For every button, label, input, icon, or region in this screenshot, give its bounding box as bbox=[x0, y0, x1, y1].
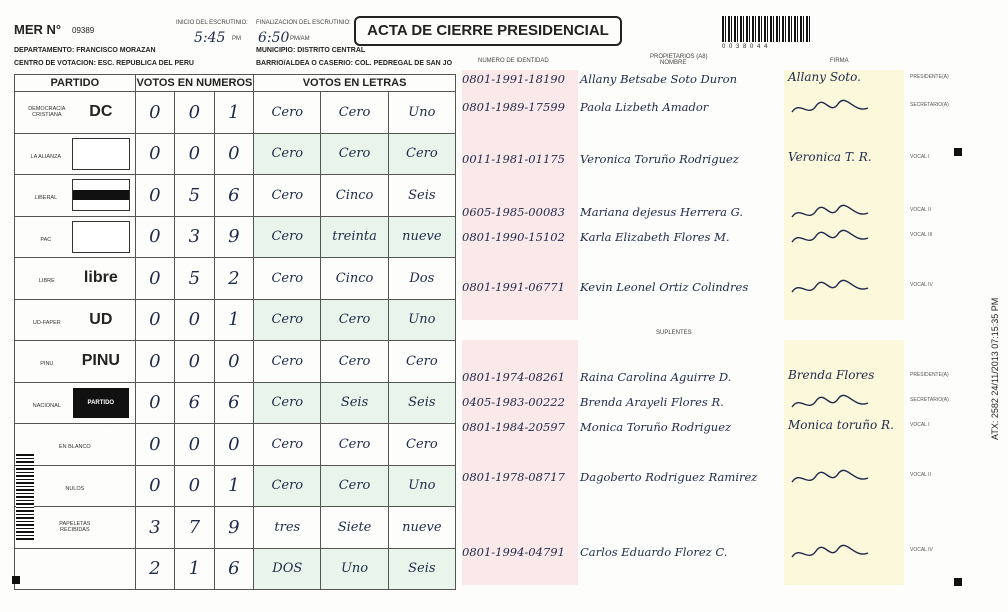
vote-word: Seis bbox=[388, 382, 455, 424]
party-name: LIBRE bbox=[38, 278, 55, 285]
party-logo-icon: PINU bbox=[81, 352, 120, 370]
member-row bbox=[462, 152, 739, 170]
vote-digit: 5 bbox=[175, 258, 215, 300]
member-name: Brenda Arayeli Flores R. bbox=[580, 395, 724, 409]
vote-digit: 5 bbox=[175, 175, 215, 217]
party-name: NULOS bbox=[65, 485, 85, 492]
footer-stamp: ATX: 2582 24/11/2013 07:15:35 PM bbox=[990, 297, 1000, 440]
table-row bbox=[15, 92, 456, 134]
vote-digit: 0 bbox=[175, 424, 215, 466]
member-row bbox=[462, 420, 731, 438]
member-role: SECRETARIO(A) bbox=[910, 102, 949, 108]
member-role: VOCAL III bbox=[910, 232, 933, 238]
party-cell bbox=[15, 216, 136, 258]
registration-mark bbox=[12, 576, 20, 584]
vote-digit: 1 bbox=[214, 465, 254, 507]
member-name: Raina Carolina Aguirre D. bbox=[580, 370, 732, 384]
vote-digit: 0 bbox=[135, 465, 175, 507]
signature-scribble-icon bbox=[790, 228, 870, 255]
vote-digit: 0 bbox=[175, 133, 215, 175]
table-row bbox=[15, 465, 456, 507]
member-role: VOCAL IV bbox=[910, 282, 933, 288]
vote-digit: 6 bbox=[214, 382, 254, 424]
party-logo-icon: PARTIDO NACIONAL bbox=[73, 388, 129, 418]
vote-word: Cero bbox=[254, 216, 321, 258]
vote-digit: 2 bbox=[214, 258, 254, 300]
member-name: Dagoberto Rodriguez Ramirez bbox=[580, 470, 758, 484]
vote-digit: 1 bbox=[175, 548, 215, 590]
table-row bbox=[15, 341, 456, 383]
member-role: VOCAL II bbox=[910, 472, 931, 478]
vote-word: Cero bbox=[254, 465, 321, 507]
party-cell bbox=[15, 548, 136, 590]
member-name: Monica Toruño Rodriguez bbox=[580, 420, 732, 434]
signature-scribble-icon bbox=[790, 98, 870, 125]
numero-identidad-label: NUMERO DE IDENTIDAD bbox=[478, 58, 549, 64]
vote-digit: 0 bbox=[175, 92, 215, 134]
vote-word: Cero bbox=[254, 424, 321, 466]
vote-digit: 6 bbox=[214, 175, 254, 217]
member-role: PRESIDENTE(A) bbox=[910, 372, 949, 378]
vote-word: Uno bbox=[388, 299, 455, 341]
municipio: MUNICIPIO: DISTRITO CENTRAL bbox=[256, 47, 366, 54]
col-votos-numeros: VOTOS EN NUMEROS bbox=[135, 75, 254, 92]
vote-digit: 0 bbox=[135, 424, 175, 466]
party-logo-icon: DC bbox=[89, 103, 113, 121]
signature-scribble-icon bbox=[790, 543, 870, 570]
barrio: BARRIO/ALDEA O CASERIO: COL. PEDREGAL DE SAN JO bbox=[256, 60, 453, 67]
vote-word: treinta bbox=[321, 216, 388, 258]
vote-digit: 6 bbox=[214, 548, 254, 590]
member-role: VOCAL I bbox=[910, 422, 930, 428]
nombre-label: NOMBRE bbox=[660, 60, 687, 66]
vote-word: Cero bbox=[321, 341, 388, 383]
member-id: 0405-1983-00222 bbox=[462, 395, 565, 409]
vote-digit: 0 bbox=[135, 92, 175, 134]
fin-time: 6:50 bbox=[258, 30, 290, 46]
member-role: VOCAL I bbox=[910, 154, 930, 160]
member-row bbox=[462, 205, 743, 223]
party-cell bbox=[15, 299, 136, 341]
party-name: UD-FAPER bbox=[32, 319, 61, 326]
vote-digit: 0 bbox=[135, 133, 175, 175]
party-name: LIBERAL bbox=[34, 195, 58, 202]
fin-suffix: PM/AM bbox=[290, 36, 310, 42]
vote-word: Cero bbox=[254, 258, 321, 300]
signature-scribble-icon bbox=[790, 203, 870, 230]
vote-digit: 3 bbox=[175, 216, 215, 258]
member-id: 0801-1990-15102 bbox=[462, 230, 565, 244]
member-role: VOCAL II bbox=[910, 207, 931, 213]
table-row bbox=[15, 175, 456, 217]
fin-label: FINALIZACION DEL ESCRUTINIO: bbox=[256, 20, 351, 26]
party-logo-icon: UD bbox=[89, 310, 113, 328]
vote-word: Cero bbox=[254, 92, 321, 134]
party-flag-icon bbox=[72, 221, 130, 253]
barcode-side-icon bbox=[16, 454, 34, 540]
member-row bbox=[462, 370, 731, 388]
vote-word: Cero bbox=[321, 299, 388, 341]
suplentes-label: SUPLENTES bbox=[656, 330, 692, 336]
member-id: 0801-1978-08717 bbox=[462, 470, 565, 484]
member-row bbox=[462, 100, 708, 118]
inicio-suffix: PM bbox=[232, 36, 241, 42]
member-id: 0605-1985-00083 bbox=[462, 205, 565, 219]
signature-scribble-icon bbox=[790, 393, 870, 420]
vote-word: nueve bbox=[388, 507, 455, 549]
member-name: Veronica Toruño Rodriguez bbox=[580, 152, 739, 166]
table-row bbox=[15, 216, 456, 258]
registration-mark bbox=[954, 148, 962, 156]
party-flag-icon bbox=[72, 179, 130, 211]
party-flag-icon bbox=[72, 138, 130, 170]
party-cell bbox=[15, 175, 136, 217]
party-cell bbox=[15, 133, 136, 175]
vote-word: Cinco bbox=[321, 258, 388, 300]
member-name: Carlos Eduardo Florez C. bbox=[580, 545, 728, 559]
vote-word: Cinco bbox=[321, 175, 388, 217]
vote-digit: 0 bbox=[214, 341, 254, 383]
registration-mark bbox=[954, 578, 962, 586]
party-name: DEMOCRACIA CRISTIANA bbox=[28, 106, 66, 119]
vote-word: tres bbox=[254, 507, 321, 549]
table-row bbox=[15, 424, 456, 466]
vote-digit: 7 bbox=[175, 507, 215, 549]
party-cell bbox=[15, 258, 136, 300]
vote-word: Seis bbox=[388, 175, 455, 217]
vote-digit: 9 bbox=[214, 216, 254, 258]
mer-number: 09389 bbox=[72, 26, 95, 35]
vote-word: Cero bbox=[388, 133, 455, 175]
propietarios-label: PROPIETARIOS (A8) bbox=[650, 54, 708, 60]
col-votos-letras: VOTOS EN LETRAS bbox=[254, 75, 456, 92]
vote-word: Cero bbox=[254, 341, 321, 383]
member-id: 0801-1984-20597 bbox=[462, 420, 565, 434]
member-name: Karla Elizabeth Flores M. bbox=[580, 230, 730, 244]
member-row bbox=[462, 230, 730, 248]
member-id: 0011-1981-01175 bbox=[462, 152, 565, 166]
member-row bbox=[462, 470, 757, 488]
member-role: SECRETARIO(A) bbox=[910, 397, 949, 403]
table-row bbox=[15, 382, 456, 424]
member-row bbox=[462, 395, 724, 413]
party-name: PAPELETAS RECIBIDAS bbox=[59, 521, 91, 534]
party-cell bbox=[15, 92, 136, 134]
vote-word: Cero bbox=[321, 465, 388, 507]
member-role: PRESIDENTE(A) bbox=[910, 74, 949, 80]
party-name: NACIONAL bbox=[32, 402, 61, 409]
vote-digit: 0 bbox=[214, 133, 254, 175]
vote-word: DOS bbox=[254, 548, 321, 590]
vote-digit: 6 bbox=[175, 382, 215, 424]
vote-word: Siete bbox=[321, 507, 388, 549]
member-row bbox=[462, 72, 737, 90]
table-row bbox=[15, 258, 456, 300]
barcode-number: 0 0 3 8 0 4 4 bbox=[722, 44, 769, 50]
member-name: Paola Lizbeth Amador bbox=[580, 100, 709, 114]
centro-votacion: CENTRO DE VOTACION: ESC. REPUBLICA DEL PERU bbox=[14, 60, 194, 67]
document-title: ACTA DE CIERRE PRESIDENCIAL bbox=[354, 16, 622, 46]
table-row bbox=[15, 133, 456, 175]
vote-word: Seis bbox=[388, 548, 455, 590]
party-logo-icon: libre bbox=[83, 269, 118, 287]
vote-word: Dos bbox=[388, 258, 455, 300]
vote-digit: 0 bbox=[175, 465, 215, 507]
member-name: Mariana dejesus Herrera G. bbox=[580, 205, 744, 219]
vote-word: Cero bbox=[254, 133, 321, 175]
member-id: 0801-1991-18190 bbox=[462, 72, 565, 86]
vote-word: Cero bbox=[254, 175, 321, 217]
party-name: EN BLANCO bbox=[58, 444, 91, 451]
member-id: 0801-1991-06771 bbox=[462, 280, 565, 294]
vote-digit: 0 bbox=[175, 299, 215, 341]
vote-word: Cero bbox=[254, 382, 321, 424]
vote-word: Cero bbox=[388, 424, 455, 466]
member-row bbox=[462, 545, 727, 563]
vote-digit: 0 bbox=[135, 341, 175, 383]
vote-word: nueve bbox=[388, 216, 455, 258]
barcode-icon bbox=[722, 16, 812, 42]
vote-digit: 1 bbox=[214, 299, 254, 341]
party-name: PAC bbox=[40, 236, 52, 243]
vote-digit: 2 bbox=[135, 548, 175, 590]
vote-digit: 0 bbox=[135, 382, 175, 424]
party-cell bbox=[15, 341, 136, 383]
party-cell bbox=[15, 382, 136, 436]
member-role: VOCAL IV bbox=[910, 547, 933, 553]
member-signature: Brenda Flores bbox=[788, 368, 875, 382]
table-row bbox=[15, 548, 456, 590]
vote-digit: 9 bbox=[214, 507, 254, 549]
departamento: DEPARTAMENTO: FRANCISCO MORAZAN bbox=[14, 47, 156, 54]
member-id: 0801-1989-17599 bbox=[462, 100, 565, 114]
party-name: LA ALIANZA bbox=[30, 153, 62, 160]
signature-scribble-icon bbox=[790, 278, 870, 305]
vote-word: Uno bbox=[388, 465, 455, 507]
vote-word: Cero bbox=[321, 133, 388, 175]
vote-digit: 0 bbox=[214, 424, 254, 466]
vote-word: Uno bbox=[321, 548, 388, 590]
member-signature: Veronica T. R. bbox=[788, 150, 872, 164]
signature-scribble-icon bbox=[790, 468, 870, 495]
inicio-label: INICIO DEL ESCRUTINIO: bbox=[176, 20, 248, 26]
vote-word: Cero bbox=[254, 299, 321, 341]
vote-digit: 0 bbox=[135, 299, 175, 341]
member-name: Kevin Leonel Ortiz Colindres bbox=[580, 280, 749, 294]
table-row bbox=[15, 507, 456, 549]
member-signature: Monica toruño R. bbox=[788, 418, 894, 432]
vote-digit: 1 bbox=[214, 92, 254, 134]
mer-label: MER N° bbox=[14, 22, 62, 37]
member-id: 0801-1974-08261 bbox=[462, 370, 565, 384]
vote-digit: 0 bbox=[135, 258, 175, 300]
vote-digit: 0 bbox=[135, 216, 175, 258]
member-row bbox=[462, 280, 748, 298]
vote-digit: 0 bbox=[135, 175, 175, 217]
vote-digit: 3 bbox=[135, 507, 175, 549]
vote-word: Seis bbox=[321, 382, 388, 424]
member-name: Allany Betsabe Soto Duron bbox=[580, 72, 737, 86]
table-row bbox=[15, 299, 456, 341]
firma-label: FIRMA bbox=[830, 58, 849, 64]
vote-word: Cero bbox=[388, 341, 455, 383]
member-signature: Allany Soto. bbox=[788, 70, 861, 84]
vote-word: Uno bbox=[388, 92, 455, 134]
vote-digit: 0 bbox=[175, 341, 215, 383]
vote-word: Cero bbox=[321, 424, 388, 466]
vote-word: Cero bbox=[321, 92, 388, 134]
member-id: 0801-1994-04791 bbox=[462, 545, 565, 559]
votes-table bbox=[14, 74, 456, 590]
inicio-time: 5:45 bbox=[194, 30, 226, 46]
col-partido: PARTIDO bbox=[15, 75, 136, 92]
party-name: PINU bbox=[40, 361, 54, 368]
